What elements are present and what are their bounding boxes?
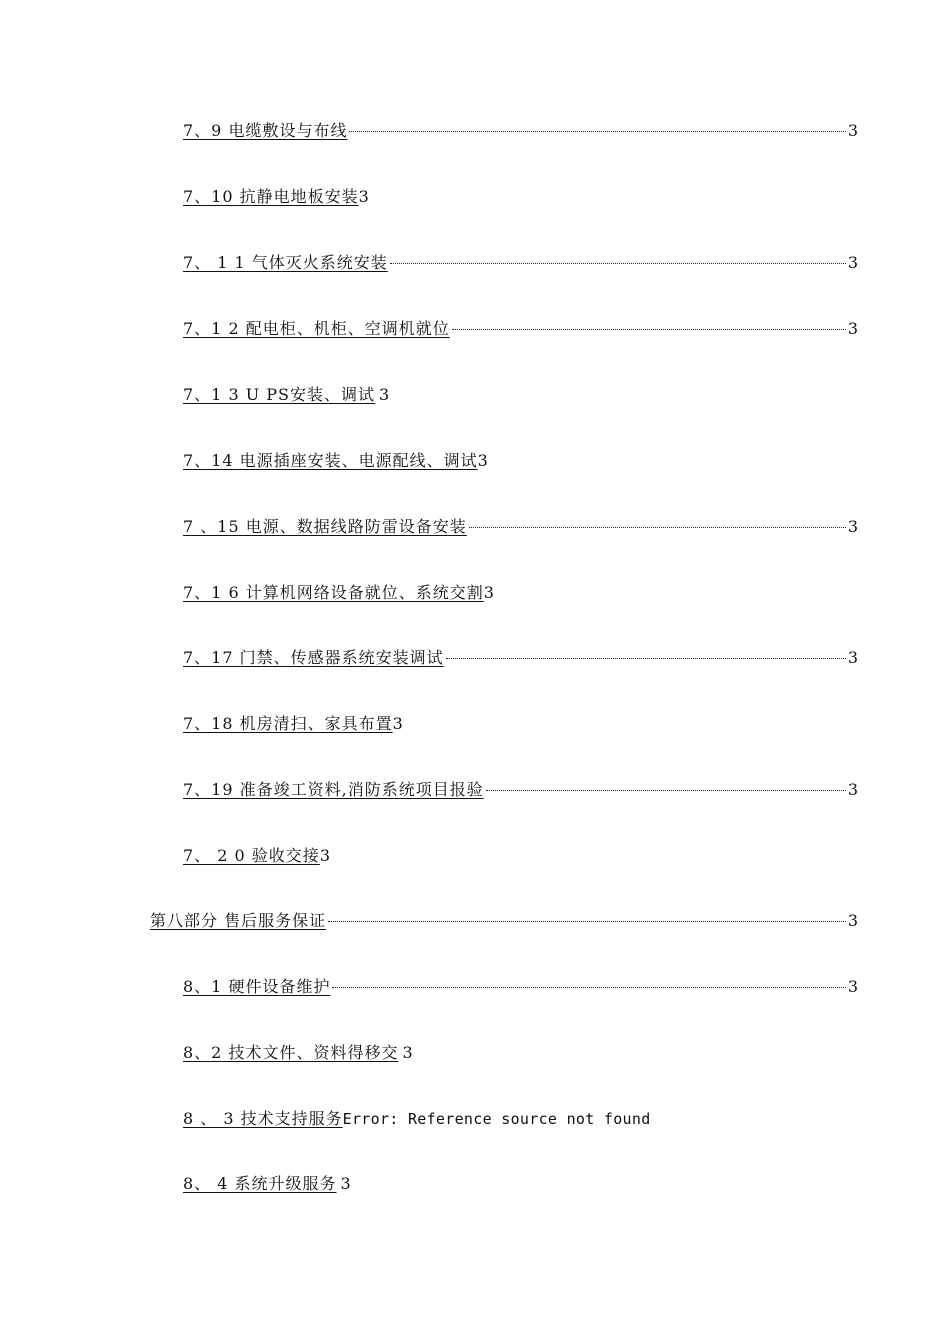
toc-entry-page: 3 xyxy=(483,583,494,602)
toc-entry[interactable] xyxy=(183,1107,651,1131)
toc-entry-title[interactable]: 7、18 机房清扫、家具布置 xyxy=(183,714,393,733)
toc-entry-title[interactable]: 7、1 3 U PS安装、调试 xyxy=(183,385,376,404)
toc-entry-page: 3 xyxy=(847,253,858,272)
toc-entry[interactable] xyxy=(183,1041,413,1065)
toc-entry[interactable] xyxy=(183,844,330,868)
toc-entry-title[interactable]: 7 、15 电源、数据线路防雷设备安装 xyxy=(183,517,467,536)
reference-error-text: Error: Reference source not found xyxy=(342,1110,651,1128)
toc-leader-dots xyxy=(446,658,846,659)
toc-entry-title[interactable]: 8、 4 系统升级服务 xyxy=(183,1174,337,1193)
toc-entry[interactable] xyxy=(183,449,488,473)
toc-entry[interactable] xyxy=(183,646,858,670)
toc-leader-dots xyxy=(486,790,846,791)
toc-entry[interactable] xyxy=(183,712,403,736)
toc-entry-page: 3 xyxy=(379,385,390,404)
toc-leader-dots xyxy=(452,329,846,330)
toc-entry[interactable] xyxy=(183,1172,351,1196)
toc-entry[interactable] xyxy=(183,581,494,605)
toc-entry[interactable] xyxy=(183,119,858,143)
toc-entry-page: 3 xyxy=(847,780,858,799)
toc-entry[interactable] xyxy=(183,185,369,209)
toc-leader-dots xyxy=(349,131,845,132)
toc-entry-title[interactable]: 7、19 准备竣工资料,消防系统项目报验 xyxy=(183,780,484,799)
toc-leader-dots xyxy=(328,921,846,922)
toc-leader-dots xyxy=(332,987,845,988)
toc-entry-title[interactable]: 7、14 电源插座安装、电源配线、调试 xyxy=(183,451,478,470)
toc-entry-title[interactable]: 第八部分 售后服务保证 xyxy=(150,911,327,930)
toc-chapter-entry[interactable] xyxy=(150,909,858,933)
toc-entry[interactable] xyxy=(183,778,858,802)
toc-entry[interactable] xyxy=(183,975,858,999)
toc-entry-page: 3 xyxy=(847,319,858,338)
toc-entry-page: 3 xyxy=(358,187,369,206)
toc-entry-page: 3 xyxy=(847,977,858,996)
toc-entry-page: 3 xyxy=(340,1174,351,1193)
toc-entry-page: 3 xyxy=(402,1043,413,1062)
toc-entry-page: 3 xyxy=(847,648,858,667)
toc-leader-dots xyxy=(390,263,846,264)
toc-entry[interactable] xyxy=(183,251,858,275)
toc-entry-title[interactable]: 8、2 技术文件、资料得移交 xyxy=(183,1043,399,1062)
toc-entry-page: 3 xyxy=(847,517,858,536)
toc-entry-title[interactable]: 7、9 电缆敷设与布线 xyxy=(183,121,348,140)
toc-entry-page: 3 xyxy=(477,451,488,470)
toc-leader-dots xyxy=(469,527,846,528)
toc-entry-title[interactable]: 7、1 6 计算机网络设备就位、系统交割 xyxy=(183,583,484,602)
toc-entry-title[interactable]: 8、1 硬件设备维护 xyxy=(183,977,331,996)
toc-entry-page: 3 xyxy=(847,121,858,140)
toc-entry-title[interactable]: 8 、 3 技术支持服务 xyxy=(183,1109,343,1128)
toc-entry-page: 3 xyxy=(319,846,330,865)
toc-entry[interactable] xyxy=(183,383,389,407)
toc-entry-title[interactable]: 7、 1 1 气体灭火系统安装 xyxy=(183,253,388,272)
toc-entry-title[interactable]: 7、 2 0 验收交接 xyxy=(183,846,320,865)
toc-entry-title[interactable]: 7、1 2 配电柜、机柜、空调机就位 xyxy=(183,319,450,338)
toc-entry-title[interactable]: 7、17 门禁、传感器系统安装调试 xyxy=(183,648,444,667)
toc-entry-page: 3 xyxy=(847,911,858,930)
toc-entry-title[interactable]: 7、10 抗静电地板安装 xyxy=(183,187,359,206)
toc-entry[interactable] xyxy=(183,515,858,539)
toc-entry[interactable] xyxy=(183,317,858,341)
toc-entry-page: 3 xyxy=(392,714,403,733)
